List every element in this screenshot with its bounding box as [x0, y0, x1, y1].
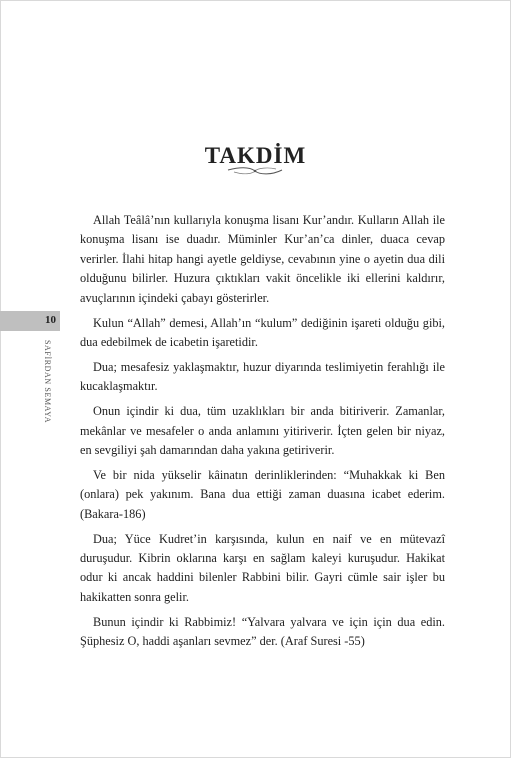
body-text	[80, 211, 445, 657]
paragraph: Kulun “Allah” demesi, Allah’ın “kulum” dediğinin işareti olduğu gibi, dua edebilmek de icabetin işaretidir.	[80, 315, 445, 349]
paragraph: Bunun içindir ki Rabbimiz! “Yalvara yalvara ve için için dua edin. Şüphesiz O, haddi aşanları sevmez” der. (Araf Suresi -55)	[80, 614, 445, 649]
paragraph: Onun içindir ki dua, tüm uzaklıkları bir anda bitiriverir. Zamanlar, mekânlar ve mesafeler o anda anlamını yitiriverir. İçten gelen bir niyaz, en sevgiliyi şah damarından daha yakına getiriverir.	[80, 404, 445, 457]
swirl-divider-icon	[226, 163, 284, 179]
paragraph: Dua; Yüce Kudret’in karşısında, kulun en naif ve en mütevazî duruşudur. Kibrin oklarına karşı en sağlam kaleyi kuruşudur. Hakikat odur ki ancak haddini bilenler Rabbini bilir. Gayri cümle sair işler bu hakikatten sonra gelir.	[80, 531, 445, 604]
page-title: TAKDİM	[204, 143, 307, 169]
running-title: SAFİRDAN SEMAYA	[43, 340, 52, 424]
paragraph: Allah Teâlâ’nın kullarıyla konuşma lisanı Kur’andır. Kulların Allah ile konuşma lisanı ise duadır. Müminler Kur’an’ca dinler, duaca cevap verirler. İlahi hitap hangi ayetle geldiyse, cevabının yine o ayetin dua dili olduğunu bilirler. Huzura çıktıkları vakit öncelikle iki ellerini kaldırır, avuçlarının içindeki çabayı gösterirler.	[80, 213, 445, 305]
paragraph: Dua; mesafesiz yaklaşmaktır, huzur diyarında teslimiyetin ferahlığı ile kucaklaşmaktır.	[80, 359, 445, 394]
page-number: 10	[45, 314, 56, 326]
page-number-tab	[0, 311, 60, 331]
paragraph: Ve bir nida yükselir kâinatın derinliklerinden: “Muhakkak ki Ben (onlara) pek yakınım. Bana dua ettiği zaman duasına icabet ederim. (Bakara-186)	[80, 467, 445, 521]
